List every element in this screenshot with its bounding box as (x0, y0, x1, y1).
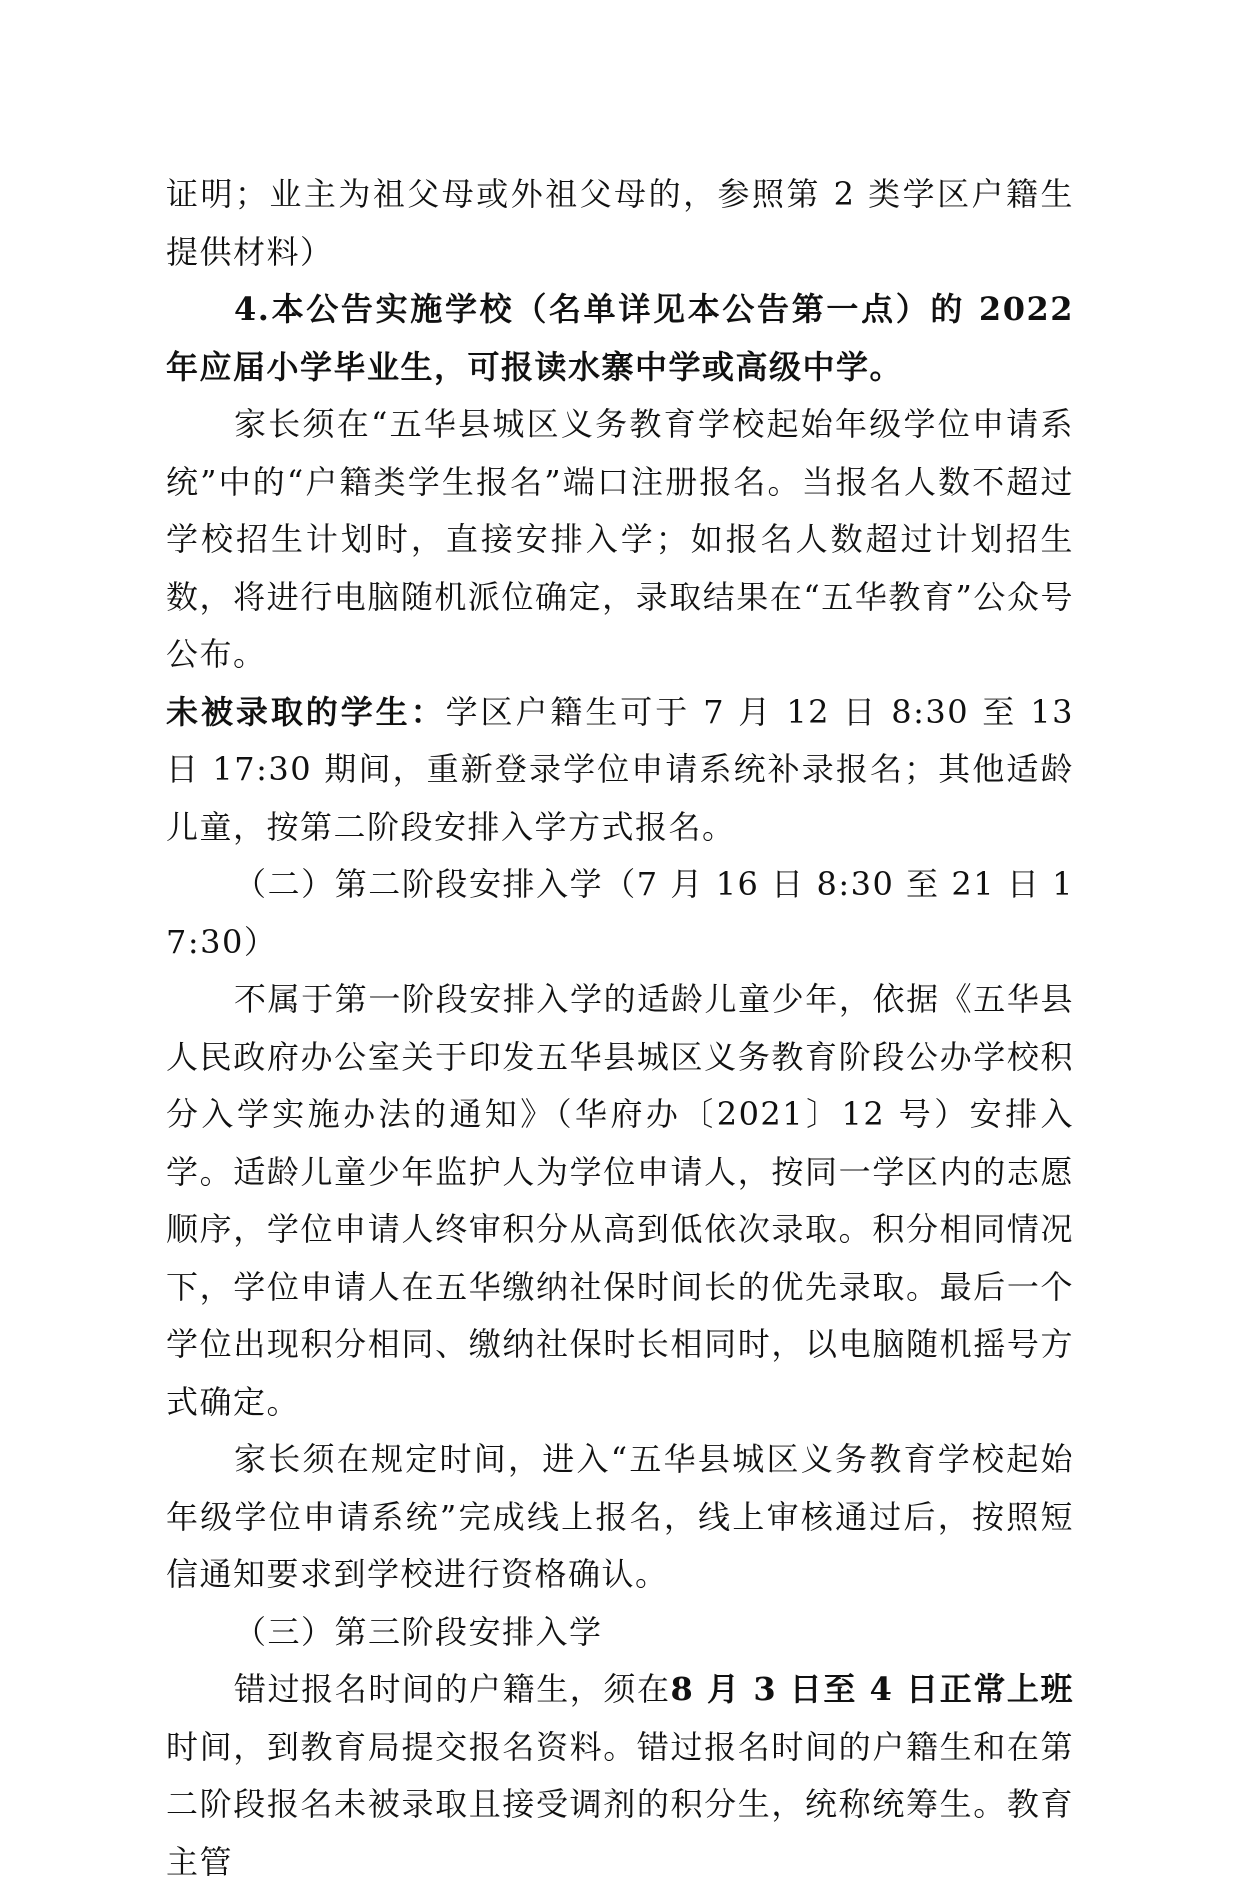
paragraph-not-admitted (166, 684, 1074, 857)
paragraph-item-4: 4.本公告实施学校（名单详见本公告第一点）的 2022 年应届小学毕业生，可报读水寨中学或高级中学。 (166, 290, 1074, 386)
section-heading-stage-2: （二）第二阶段安排入学（7 月 16 日 8:30 至 21 日 17:30） (166, 865, 1074, 961)
paragraph-material-note: 证明；业主为祖父母或外祖父母的，参照第 2 类学区户籍生提供材料） (166, 175, 1074, 271)
not-admitted-text: 学区户籍生可于 7 月 12 日 8:30 至 13 日 17:30 期间，重新登录学位申请系统补录报名；其他适龄儿童，按第二阶段安排入学方式报名。 (166, 692, 1074, 846)
stage-3-text-b: 时间，到教育局提交报名资料。错过报名时间的户籍生和在第二阶段报名未被录取且接受调剂的积分生，统称统筹生。教育主管 (166, 1727, 1074, 1881)
paragraph-stage-3 (166, 1661, 1074, 1891)
paragraph-stage-2-procedure: 家长须在规定时间，进入“五华县城区义务教育学校起始年级学位申请系统”完成线上报名，线上审核通过后，按照短信通知要求到学校进行资格确认。 (166, 1440, 1074, 1593)
section-heading-stage-3: （三）第三阶段安排入学 (234, 1612, 603, 1651)
paragraph-stage-2-rules: 不属于第一阶段安排入学的适龄儿童少年，依据《五华县人民政府办公室关于印发五华县城区义务教育阶段公办学校积分入学实施办法的通知》（华府办〔2021〕12 号）安排入学。适龄儿童少年监护人为学位申请人，按同一学区内的志愿顺序，学位申请人终审积分从高到低依次录取。积分相同情况下，学位申请人在五华缴纳社保时间长的优先录取。最后一个学位出现积分相同、缴纳社保时长相同时，以电脑随机摇号方式确定。 (166, 980, 1074, 1421)
document-body (166, 166, 1074, 1891)
stage-3-text-a: 错过报名时间的户籍生，须在 (234, 1670, 671, 1708)
paragraph-registration: 家长须在“五华县城区义务教育学校起始年级学位申请系统”中的“户籍类学生报名”端口注册报名。当报名人数不超过学校招生计划时，直接安排入学；如报名人数超过计划招生数，将进行电脑随机派位确定，录取结果在“五华教育”公众号公布。 (166, 405, 1074, 673)
stage-3-date: 8 月 3 日至 4 日正常上班 (670, 1670, 1074, 1708)
not-admitted-label: 未被录取的学生： (166, 692, 446, 731)
